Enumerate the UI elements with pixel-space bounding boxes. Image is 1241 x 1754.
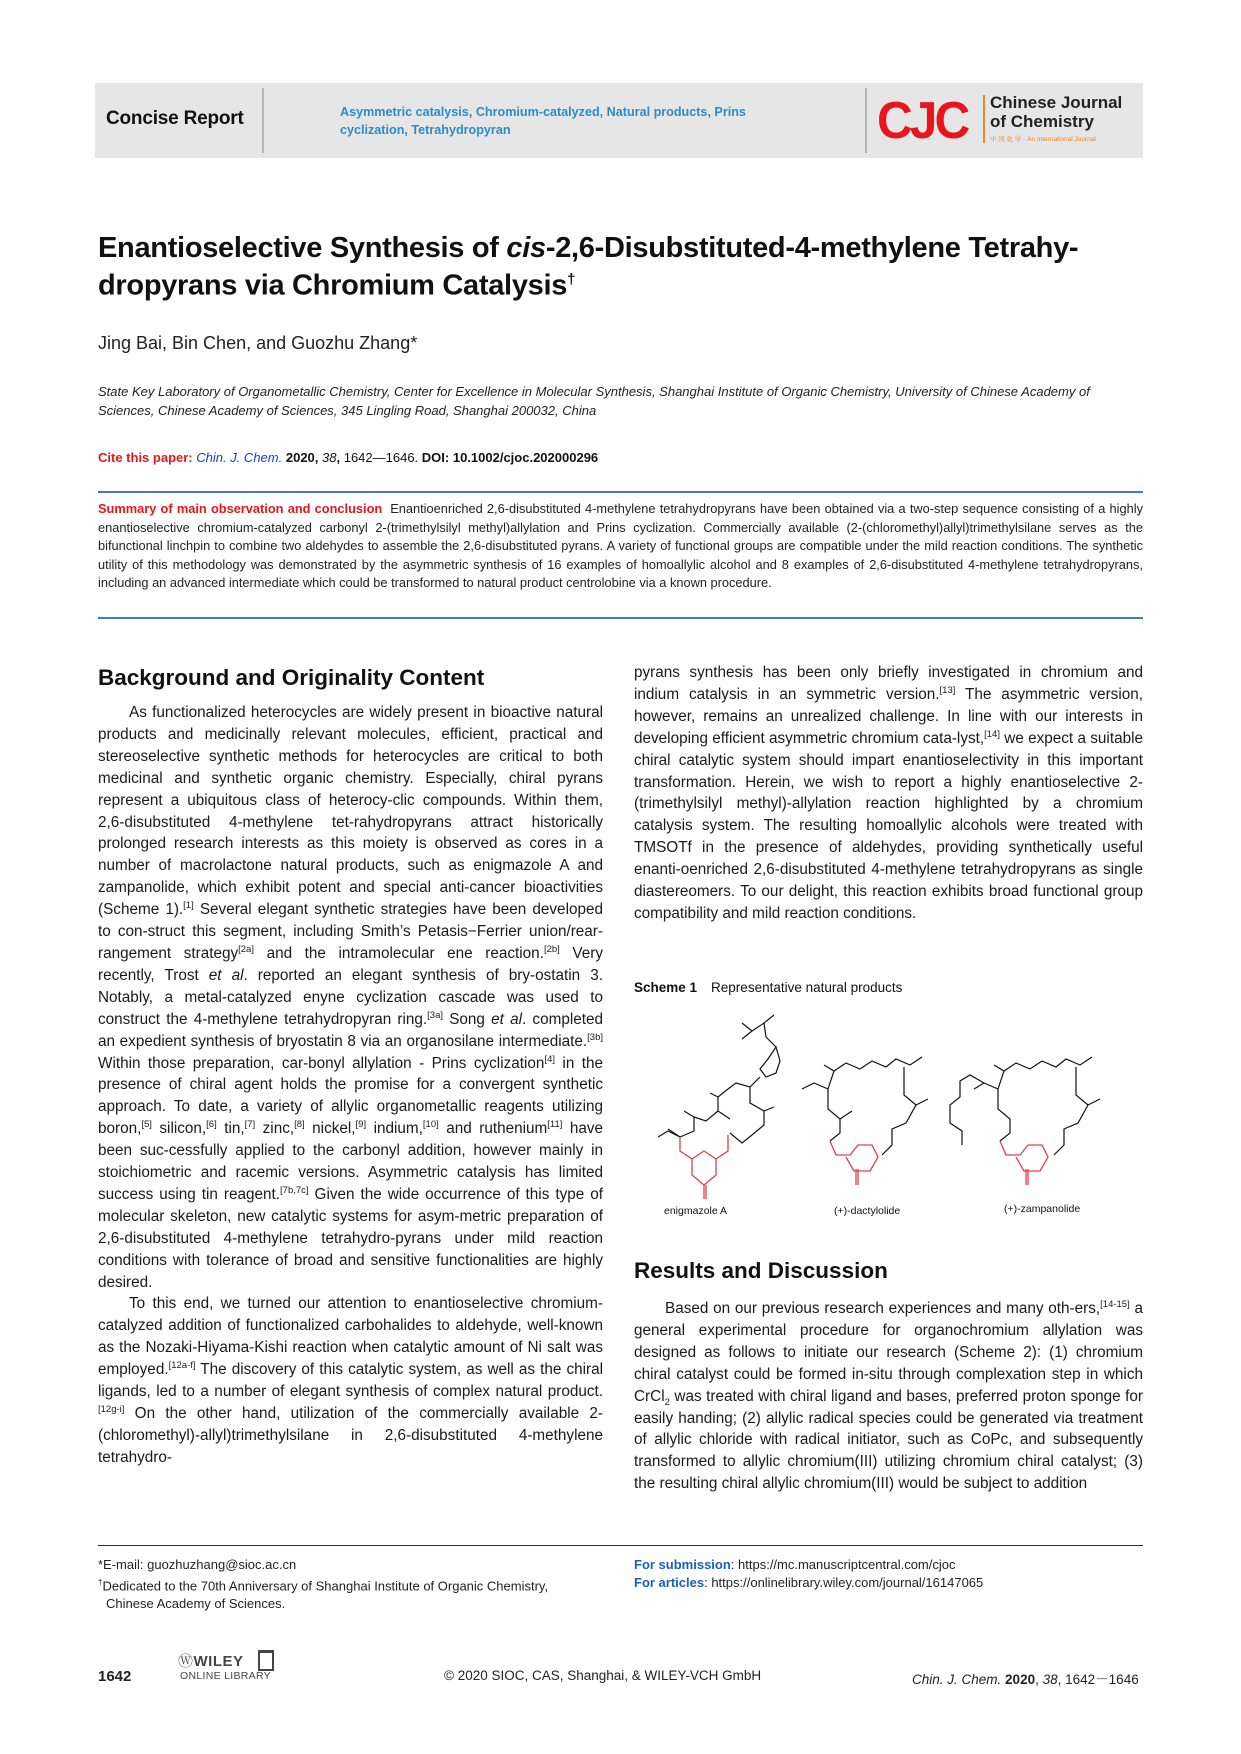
summary-top-rule [98, 491, 1143, 493]
paragraph: pyrans synthesis has been only briefly investigated in chromium and indium catalysis in an symmetric version.[13] The asymmetric version, however, remains an unrealized challenge. In line with our interests in developing efficient asymmetric chromium cata-lyst,[14] we expect a suitable chiral catalytic system should impart enantioselectivity in this important transformation. Herein, we wish to report a highly enantioselective 2-(trimethylsilyl methyl)-allylation reaction highlighted by a chromium catalysis system. The resulting homoallylic alcohols were treated with TMSOTf in the presence of aldehydes, providing synthetically useful enanti-oenriched 2,6-disubstituted 4-methylene tetrahydropyrans as single diastereomers. To our delight, this reaction exhibits broad functional group compatibility and mild reaction conditions. [634, 664, 1143, 922]
wiley-logo-icon: ⓌWILEY [178, 1653, 244, 1670]
submission-link[interactable]: For submission: https://mc.manuscriptcentral.com/cjoc [634, 1557, 956, 1572]
keywords: Asymmetric catalysis, Chromium-catalyzed, Natural products, Prins cyclization, Tetrahydropyran [340, 105, 746, 137]
citation: Cite this paper: Chin. J. Chem. 2020, 38, 1642—1646. DOI: 10.1002/cjoc.202000296 [98, 450, 599, 465]
cite-journal-link[interactable]: Chin. J. Chem. [196, 450, 283, 465]
right-column-body [634, 662, 1143, 925]
cjc-logo: CJC [877, 92, 968, 150]
journal-links [634, 1556, 1144, 1592]
author-footnotes [98, 1556, 568, 1613]
doi[interactable]: DOI: 10.1002/cjoc.202000296 [421, 450, 599, 465]
footer-citation: Chin. J. Chem. 2020, 38, 1642－1646 [912, 1672, 1139, 1687]
header-divider [262, 88, 264, 153]
journal-header-bar [95, 83, 1143, 158]
compound-label: enigmazole A [664, 1205, 728, 1217]
summary-label: Summary of main observation and conclusion [98, 501, 383, 516]
summary-bottom-rule [98, 617, 1143, 619]
left-column-body [98, 702, 603, 1469]
section-heading-background: Background and Originality Content [98, 665, 485, 690]
cite-label: Cite this paper: [98, 450, 193, 465]
page-number: 1642 [98, 1668, 132, 1685]
section-heading-results: Results and Discussion [634, 1258, 888, 1283]
scheme-caption: Scheme 1 Representative natural products [634, 980, 903, 995]
footnote-rule [98, 1545, 1143, 1546]
dedication-note: †Dedicated to the 70th Anniversary of Shanghai Institute of Organic Chemistry, Chinese Academy of Sciences. [98, 1578, 549, 1612]
paragraph: Based on our previous research experiences and many oth-ers,[14-15] a general experimental procedure for organochromium allylation was designed as follows to initiate our research (Scheme 2): (1) chromium chiral catalyst could be formed in-situ through complexation step in which CrCl$_2$ was treated with chiral ligand and bases, preferred proton sponge for easily handing; (2) allylic radical species could be generated via treatment of allylic chloride with radical initiator, such as CoPc, and subsequently transformed to allylic chromium(III) utilizing chromium chiral catalyst; (3) the resulting chiral allylic chromium(III) would be subject to addition [634, 1298, 1143, 1493]
library-books-icon [258, 1650, 274, 1671]
logo-divider [983, 95, 985, 143]
paragraph: As functionalized heterocycles are widely present in bioactive natural products and medicinally relevant molecules, efficient, practical and stereoselective synthetic methods for heterocycles are critical to both medicinal and synthetic organic chemistry. Especially, chiral pyrans represent a ubiquitous class of heterocy-clic compounds. Within them, 2,6-disubstituted 4-methylene tet-rahydropyrans attract historically prolonged research interests as this moiety is observed as cores in a number of macrolactone natural products, such as enigmazole A and zampanolide, which exhibit potent and special anti-cancer bioactivities (Scheme 1).[1] Several elegant synthetic strategies have been developed to con-struct this segment, including Smith’s Petasis−Ferrier union/rear-rangement strategy[2a] and the intramolecular ene reaction.[2b] Very recently, Trost et al. reported an elegant synthesis of bry-ostatin 3. Notably, a metal-catalyzed enyne cyclization cascade was used to construct the 4-methylene tetrahydropyran ring.[3a] Song et al. completed an expedient synthesis of bryostatin 8 via an organosilane intermediate.[3b] Within those preparation, car-bonyl allylation - Prins cyclization[4] in the presence of chiral agent holds the promise for a convergent synthetic approach. To date, a variety of allylic organometallic reagents utilizing boron,[5] silicon,[6] tin,[7] zinc,[8] nickel,[9] indium,[10] and ruthenium[11] have been suc-cessfully applied to the carbonyl addition, however mainly in stoichiometric and racemic versions. Asymmetric catalysis has limited success using tin reagent.[7b,7c] Given the wide occurrence of this type of molecular skeleton, new catalytic systems for asym-metric preparation of 2,6-disubstituted 4-methylene tetrahydro-pyrans under mild reaction conditions with tolerance of broad and sensitive functionalities are highly desired. [98, 704, 604, 1291]
scheme-1-figure [634, 1005, 1144, 1225]
article-title: Enantioselective Synthesis of cis-2,6-Disubstituted-4-methylene Tetrahy-dropyrans via Chromium Catalysis† [98, 232, 1079, 302]
article-type: Concise Report [106, 108, 244, 129]
articles-link[interactable]: For articles: https://onlinelibrary.wiley.com/journal/16147065 [634, 1575, 984, 1590]
copyright: © 2020 SIOC, CAS, Shanghai, & WILEY-VCH GmbH [444, 1668, 762, 1683]
dagger-mark: † [567, 271, 576, 288]
compound-label: (+)-zampanolide [1004, 1203, 1081, 1215]
header-divider [865, 88, 867, 153]
journal-subtitle: 中 国 化 学 - An International Journal [990, 136, 1096, 143]
wiley-online-library-logo: ⓌWILEY ONLINE LIBRARY [178, 1650, 288, 1690]
corresponding-email: *E-mail: guozhuzhang@sioc.ac.cn [98, 1557, 297, 1572]
summary-abstract: Summary of main observation and conclusion Enantioenriched 2,6-disubstituted 4-methylene tetrahydropyrans have been obtained via a two-step sequence consisting of a highly enantioselective chromium-catalyzed carbonyl 2-(trimethylsilyl methyl)allylation and Prins cyclization. Commercially available (2-(chloromethyl)allyl)trimethylsilane serves as the bifunctional linchpin to combine two aldehydes to assemble the 2,6-disubstituted pyrans. A variety of functional groups are compatible under the mild reaction conditions. The synthetic utility of this methodology was demonstrated by the asymmetric synthesis of 16 examples of homoallylic alcohol and 8 examples of 2,6-disubstituted 4-methylene tetrahydropyrans, including an advanced intermediate which could be transformed to natural product centrolobine via a known procedure. [98, 501, 1143, 591]
journal-name: Chinese Journal of Chemistry [990, 93, 1123, 131]
results-body [634, 1298, 1143, 1495]
paragraph: To this end, we turned our attention to enantioselective chromium-catalyzed addition of functionalized carbohalides to aldehyde, well-known as the Nozaki-Hiyama-Kishi reaction when catalytic amount of Ni salt was employed.[12a-f] The discovery of this catalytic system, as well as the chiral ligands, led to a number of elegant synthesis of complex natural product.[12g-i] On the other hand, utilization of the commercially available 2-(chloromethyl)-allyl)trimethylsilane in 2,6-disubstituted 4-methylene tetrahydro- [98, 1295, 603, 1466]
authors: Jing Bai, Bin Chen, and Guozhu Zhang* [98, 333, 418, 353]
chemical-structures-drawing [634, 1005, 1144, 1205]
compound-label: (+)-dactylolide [834, 1205, 901, 1217]
affiliation: State Key Laboratory of Organometallic Chemistry, Center for Excellence in Molecular Synthesis, Shanghai Institute of Organic Chemistry, University of Chinese Academy of Sciences, Chinese Academy of Sciences, 345 Lingling Road, Shanghai 200032, China [98, 384, 1090, 418]
